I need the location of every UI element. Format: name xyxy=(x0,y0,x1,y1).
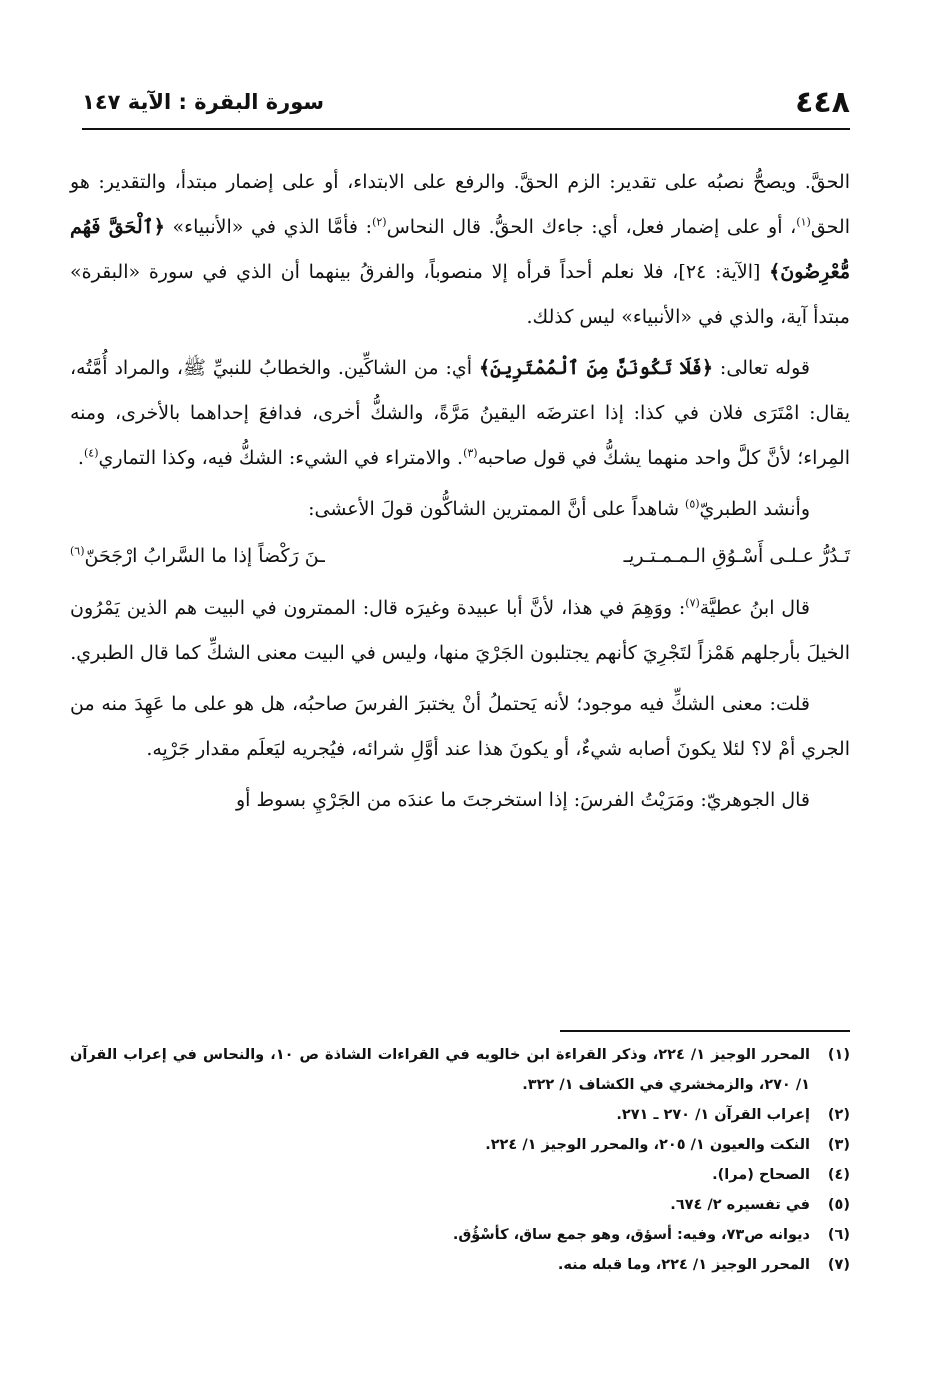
footnote: (٦) ديوانه ص٧٣، وفيه: أسؤق، وهو جمع ساق، كأسْؤُق. xyxy=(452,1227,850,1243)
text-run: شاهداً على أنَّ الممترين الشاكُّون قولَ الأعشى: xyxy=(308,498,686,520)
footnotes xyxy=(70,1040,850,1280)
main-text xyxy=(70,160,850,823)
header-divider xyxy=(82,128,850,130)
quran-verse: ﴿ٱلْحَقَّ فَهُم مُّعْرِضُونَ﴾ xyxy=(70,216,851,283)
verse-first-hemistich: تَـدُرُّ عـلـى أَسْـوُقِ الـمـمـتـريـ xyxy=(623,545,850,567)
footnote: (٢) إعراب القرآن ١/ ٢٧٠ ـ ٢٧١. xyxy=(616,1107,850,1123)
text-run: وأنشد الطبريّ xyxy=(699,498,810,520)
running-title: سورة البقرة : الآية ١٤٧ xyxy=(82,90,325,114)
paragraph: قلت: معنى الشكِّ فيه موجود؛ لأنه يَحتملُ أنْ يختبرَ الفرسَ صاحبُه، هل هو على ما عَهِدَ منه من الجري أمْ لا؟ لئلا يكونَ أصابه شيءٌ، أو يكونَ هذا عند أوَّلِ شرائه، فيُجريه ليَعلَم مقدار جَرْيِه. xyxy=(70,693,850,760)
paragraph xyxy=(70,586,850,676)
footnote-ref: (٦) xyxy=(70,544,85,558)
footnote: (١) المحرر الوجيز ١/ ٢٢٤، وذكر القراءة ابن خالويه في القراءات الشاذة ص ١٠، والنحاس في إعراب القرآن ١/ ٢٧٠، والزمخشري في الكشاف ١/ ٣٢٢. xyxy=(70,1047,850,1093)
paragraph xyxy=(70,487,850,532)
footnote: (٤) الصحاح (مرا). xyxy=(712,1167,850,1183)
page-number: ٤٤٨ xyxy=(795,84,850,120)
text-run: : فأمَّا الذي في «الأنبياء» xyxy=(164,216,373,238)
text-run: أي: من الشاكِّين. والخطابُ للنبيِّ ﷺ، والمراد أُمَّتُه، يقال: امْتَرَى فلان في كذا: إذا اعترضَه اليقينُ مَرَّةً، والشكُّ أخرى، فدافعَ إحداهما بالأخرى، ومنه المِراء؛ لأنَّ كلَّ واحد منهما يشكُّ في قول صاحبه xyxy=(70,357,850,469)
footnote-ref: (٢) xyxy=(372,215,387,229)
paragraph xyxy=(70,160,850,340)
paragraph: قال الجوهريّ: ومَرَيْتُ الفرسَ: إذا استخرجتَ ما عندَه من الجَرْيِ بسوط أو xyxy=(235,789,810,811)
paragraph xyxy=(70,346,850,481)
verse-second-hemistich: ـنَ رَكْضاً إذا ما السَّرابُ ارْجَحَنّ$^{(٦)}$ xyxy=(70,544,325,567)
footnote-ref: (٧) xyxy=(685,596,700,610)
text-run: : ووَهِمَ في هذا، لأنَّ أبا عبيدة وغيرَه قال: الممترون في البيت هم الذين يَمْرُون الخيلَ بأرجلهم هَمْزاً لتَجْرِيَ كأنهم يجتلبون الجَرْيَ منها، وليس في البيت معنى الشكِّ كما قال الطبري. xyxy=(70,597,850,664)
text-run: قوله تعالى: xyxy=(712,357,810,379)
text-run: ، أو على إضمار فعل، أي: جاءك الحقُّ. قال النحاس xyxy=(386,216,797,238)
text-run: [الآية: ٢٤]، فلا نعلم أحداً قرأه إلا منصوباً، والفرقُ بينهما أن الذي في سورة «البقرة» مبتدأ آية، والذي في «الأنبياء» ليس كذلك. xyxy=(70,261,850,328)
footnote: (٣) النكت والعيون ١/ ٢٠٥، والمحرر الوجيز ١/ ٢٢٤. xyxy=(485,1137,850,1153)
text-run: قال ابنُ عطيَّة xyxy=(699,597,810,619)
quran-verse: ﴿فَلَا تَكُونَنَّ مِنَ ٱلْمُمْتَرِينَ﴾ xyxy=(478,357,713,379)
text-run: . xyxy=(77,447,84,469)
page-header xyxy=(82,82,850,122)
footnote: (٥) في تفسيره ٢/ ٦٧٤. xyxy=(670,1197,850,1213)
footnote-ref: (٥) xyxy=(685,497,700,511)
poetry-verse xyxy=(70,532,850,580)
footnote-divider xyxy=(560,1030,850,1032)
footnote: (٧) المحرر الوجيز ١/ ٢٢٤، وما قبله منه. xyxy=(557,1257,850,1273)
footnote-ref: (٤) xyxy=(83,446,99,460)
footnote-ref: (٣) xyxy=(463,446,478,460)
footnote-ref: (١) xyxy=(796,215,811,229)
text-run: الحقَّ. ويصحُّ نصبُه على تقدير: الزم الحقَّ. والرفع على الابتداء، أو على إضمار مبتدأ، والتقدير: هو الحق xyxy=(70,171,850,238)
text-run: . والامتراء في الشيء: الشكُّ فيه، وكذا التماري xyxy=(98,447,464,469)
